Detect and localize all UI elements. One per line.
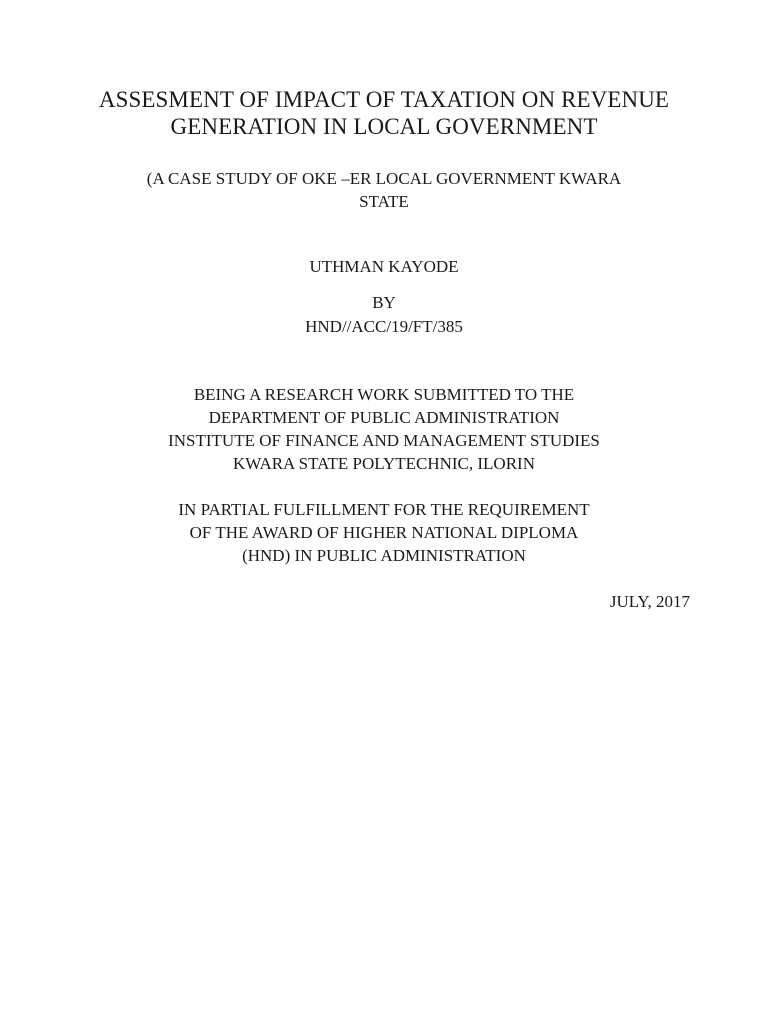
submission-line-4: KWARA STATE POLYTECHNIC, ILORIN xyxy=(233,454,535,473)
title-line-2: GENERATION IN LOCAL GOVERNMENT xyxy=(170,114,598,139)
case-study-line-2: STATE xyxy=(359,192,409,211)
fulfillment-line-1: IN PARTIAL FULFILLMENT FOR THE REQUIREMENT xyxy=(178,500,590,519)
matric-number: HND//ACC/19/FT/385 xyxy=(305,317,463,336)
submission-date: JULY, 2017 xyxy=(609,592,690,611)
title-line-1: ASSESMENT OF IMPACT OF TAXATION ON REVENUE xyxy=(98,87,670,112)
submission-line-2: DEPARTMENT OF PUBLIC ADMINISTRATION xyxy=(208,408,560,427)
by-label: BY xyxy=(372,293,396,312)
submission-line-1: BEING A RESEARCH WORK SUBMITTED TO THE xyxy=(193,385,575,404)
case-study-line-1: (A CASE STUDY OF OKE –ER LOCAL GOVERNMENT KWARA xyxy=(146,169,622,188)
submission-line-3: INSTITUTE OF FINANCE AND MANAGEMENT STUDIES xyxy=(168,431,600,450)
author-name: UTHMAN KAYODE xyxy=(309,257,459,276)
fulfillment-line-2: OF THE AWARD OF HIGHER NATIONAL DIPLOMA xyxy=(189,523,579,542)
fulfillment-line-3: (HND) IN PUBLIC ADMINISTRATION xyxy=(242,546,526,565)
